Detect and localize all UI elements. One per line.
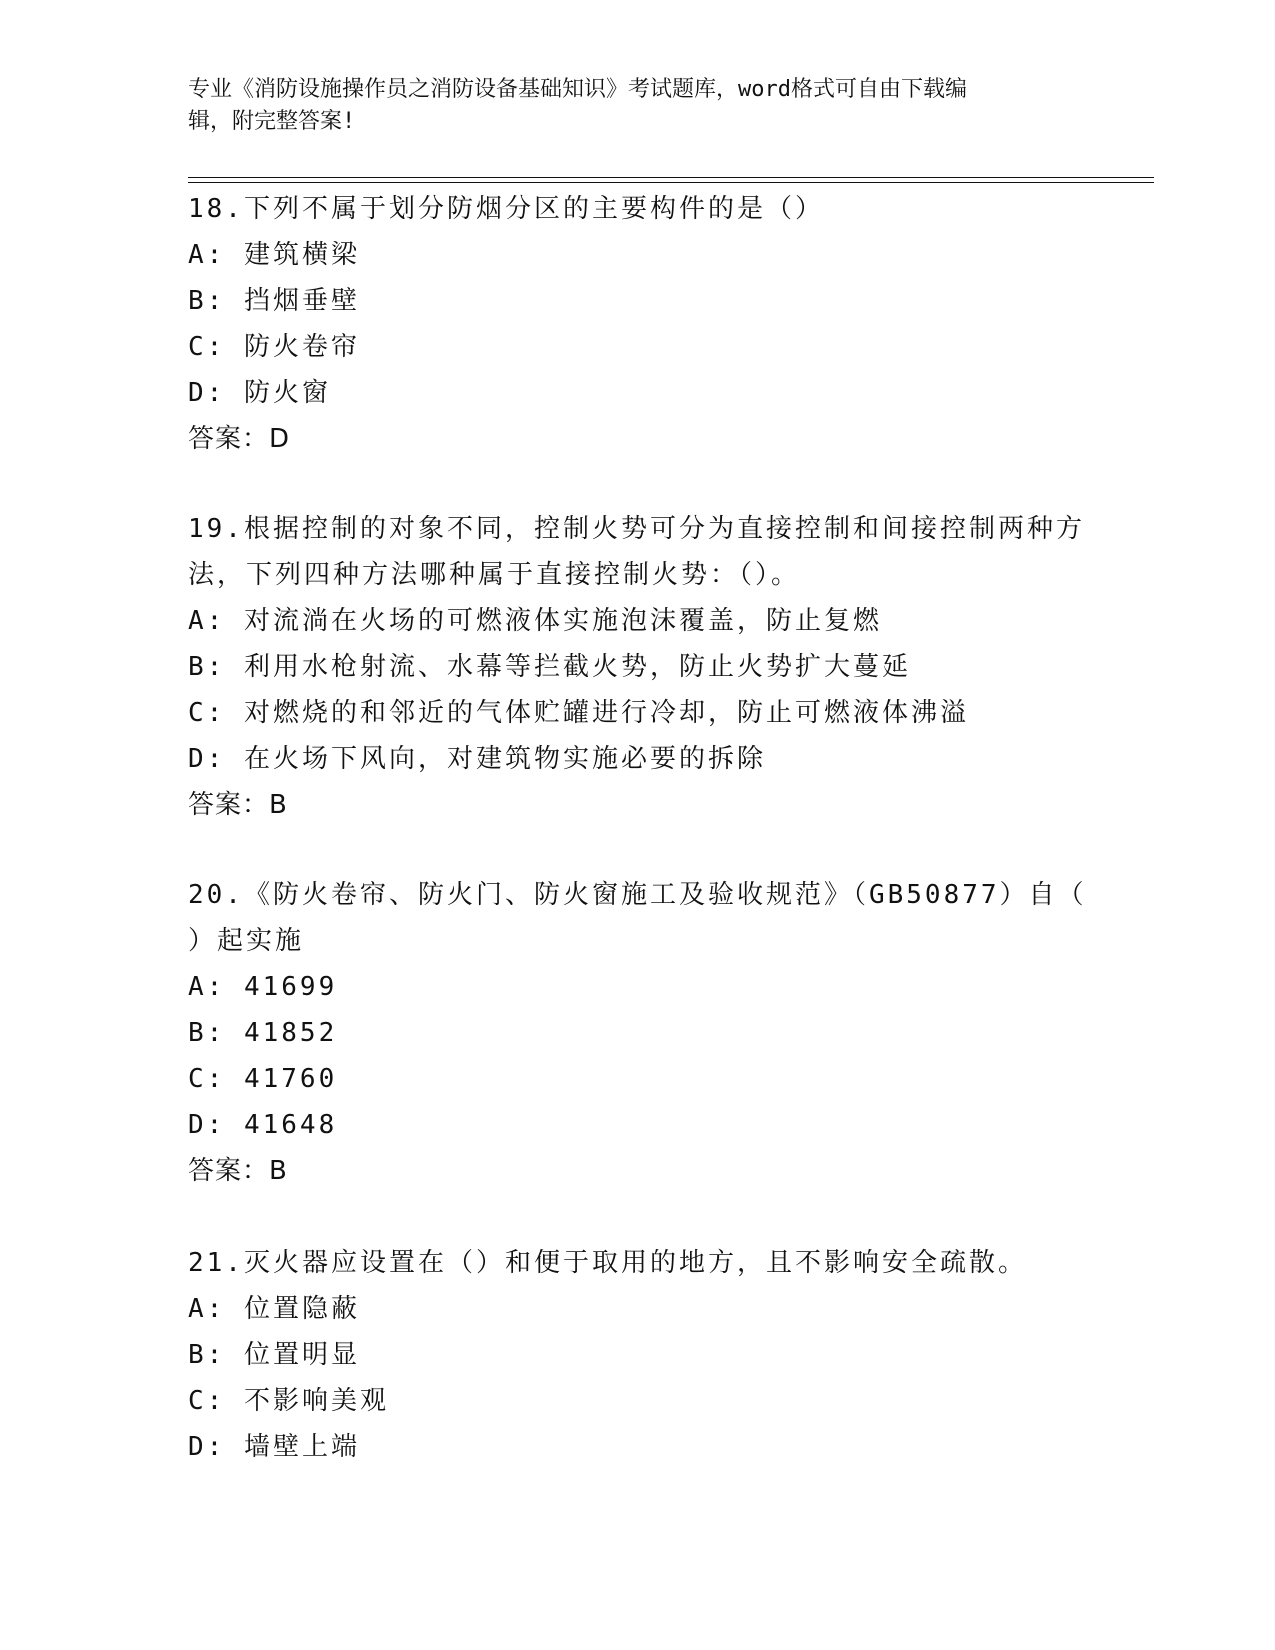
option-c: C: 不影响美观 [188, 1386, 389, 1416]
header-line-1: 专业《消防设施操作员之消防设备基础知识》考试题库，word格式可自由下载编 [188, 77, 967, 102]
document-header [188, 74, 1068, 138]
question-stem: 20.《防火卷帘、防火门、防火窗施工及验收规范》（GB50877）自（ [188, 880, 1087, 910]
question-stem-cont: ）起实施 [188, 926, 305, 956]
answer-label: 答案：D [188, 424, 291, 454]
question-21 [188, 1240, 1088, 1470]
option-c: C: 41760 [188, 1064, 338, 1094]
option-d: D: 防火窗 [188, 378, 331, 408]
question-stem: 19.根据控制的对象不同，控制火势可分为直接控制和间接控制两种方 [188, 514, 1085, 544]
question-stem: 21.灭火器应设置在（）和便于取用的地方，且不影响安全疏散。 [188, 1248, 1027, 1278]
option-a: A: 建筑横梁 [188, 240, 360, 270]
option-a: A: 位置隐蔽 [188, 1294, 360, 1324]
option-c: C: 防火卷帘 [188, 332, 360, 362]
question-stem: 18.下列不属于划分防烟分区的主要构件的是（） [188, 194, 824, 224]
option-c: C: 对燃烧的和邻近的气体贮罐进行冷却，防止可燃液体沸溢 [188, 698, 969, 728]
option-b: B: 挡烟垂壁 [188, 286, 360, 316]
option-b: B: 利用水枪射流、水幕等拦截火势，防止火势扩大蔓延 [188, 652, 911, 682]
question-stem-cont: 法，下列四种方法哪种属于直接控制火势：（）。 [188, 560, 801, 590]
option-a: A: 41699 [188, 972, 338, 1002]
question-18 [188, 186, 1088, 462]
header-line-2: 辑，附完整答案! [188, 109, 356, 134]
header-divider-top [188, 177, 1154, 178]
header-divider-bottom [188, 182, 1154, 183]
question-20 [188, 872, 1088, 1194]
option-a: A: 对流淌在火场的可燃液体实施泡沫覆盖，防止复燃 [188, 606, 882, 636]
option-d: D: 41648 [188, 1110, 338, 1140]
option-d: D: 在火场下风向，对建筑物实施必要的拆除 [188, 744, 766, 774]
answer-label: 答案：B [188, 790, 288, 820]
option-b: B: 位置明显 [188, 1340, 360, 1370]
option-d: D: 墙壁上端 [188, 1432, 360, 1462]
question-19 [188, 506, 1088, 828]
answer-label: 答案：B [188, 1156, 288, 1186]
option-b: B: 41852 [188, 1018, 338, 1048]
